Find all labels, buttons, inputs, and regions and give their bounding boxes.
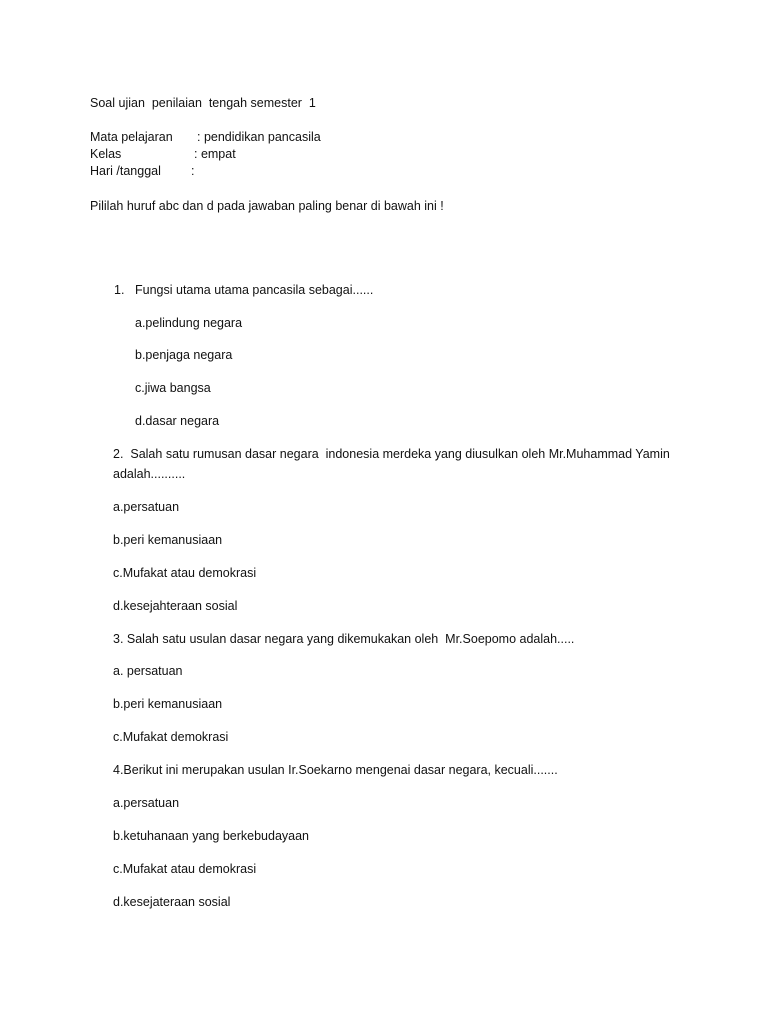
question-2-option-b: b.peri kemanusiaan [113, 533, 223, 547]
question-4-option-a: a.persatuan [113, 796, 180, 810]
instruction-text: Pililah huruf abc dan d pada jawaban paling benar di bawah ini ! [90, 199, 444, 213]
date-label: Hari /tanggal [90, 164, 161, 178]
question-2-option-d: d.kesejahteraan sosial [113, 599, 238, 613]
question-1-number: 1. [114, 283, 125, 297]
question-4-option-c: c.Mufakat atau demokrasi [113, 862, 257, 876]
subject-label: Mata pelajaran [90, 130, 173, 144]
question-2-text-line1: 2. Salah satu rumusan dasar negara indonesia merdeka yang diusulkan oleh Mr.Muhammad Yamin [113, 447, 670, 461]
question-2-text-line2: adalah.......... [113, 467, 186, 481]
question-3-text: 3. Salah satu usulan dasar negara yang dikemukakan oleh Mr.Soepomo adalah..... [113, 632, 575, 646]
question-4-text: 4.Berikut ini merupakan usulan Ir.Soekarno mengenai dasar negara, kecuali....... [113, 763, 558, 777]
question-3-option-c: c.Mufakat demokrasi [113, 730, 229, 744]
question-1-option-c: c.jiwa bangsa [135, 381, 211, 395]
question-3-option-a: a. persatuan [113, 664, 183, 678]
question-2-option-c: c.Mufakat atau demokrasi [113, 566, 257, 580]
class-value: : empat [194, 147, 236, 161]
question-1-option-d: d.dasar negara [135, 414, 220, 428]
question-4-option-b: b.ketuhanaan yang berkebudayaan [113, 829, 309, 843]
date-value: : [191, 164, 195, 178]
question-4-option-d: d.kesejateraan sosial [113, 895, 231, 909]
question-1-option-a: a.pelindung negara [135, 316, 243, 330]
question-3-option-b: b.peri kemanusiaan [113, 697, 223, 711]
page-title: Soal ujian penilaian tengah semester 1 [90, 96, 316, 110]
class-label: Kelas [90, 147, 122, 161]
question-1-text: Fungsi utama utama pancasila sebagai...... [135, 283, 374, 297]
question-1-option-b: b.penjaga negara [135, 348, 233, 362]
subject-value: : pendidikan pancasila [197, 130, 321, 144]
question-2-option-a: a.persatuan [113, 500, 180, 514]
